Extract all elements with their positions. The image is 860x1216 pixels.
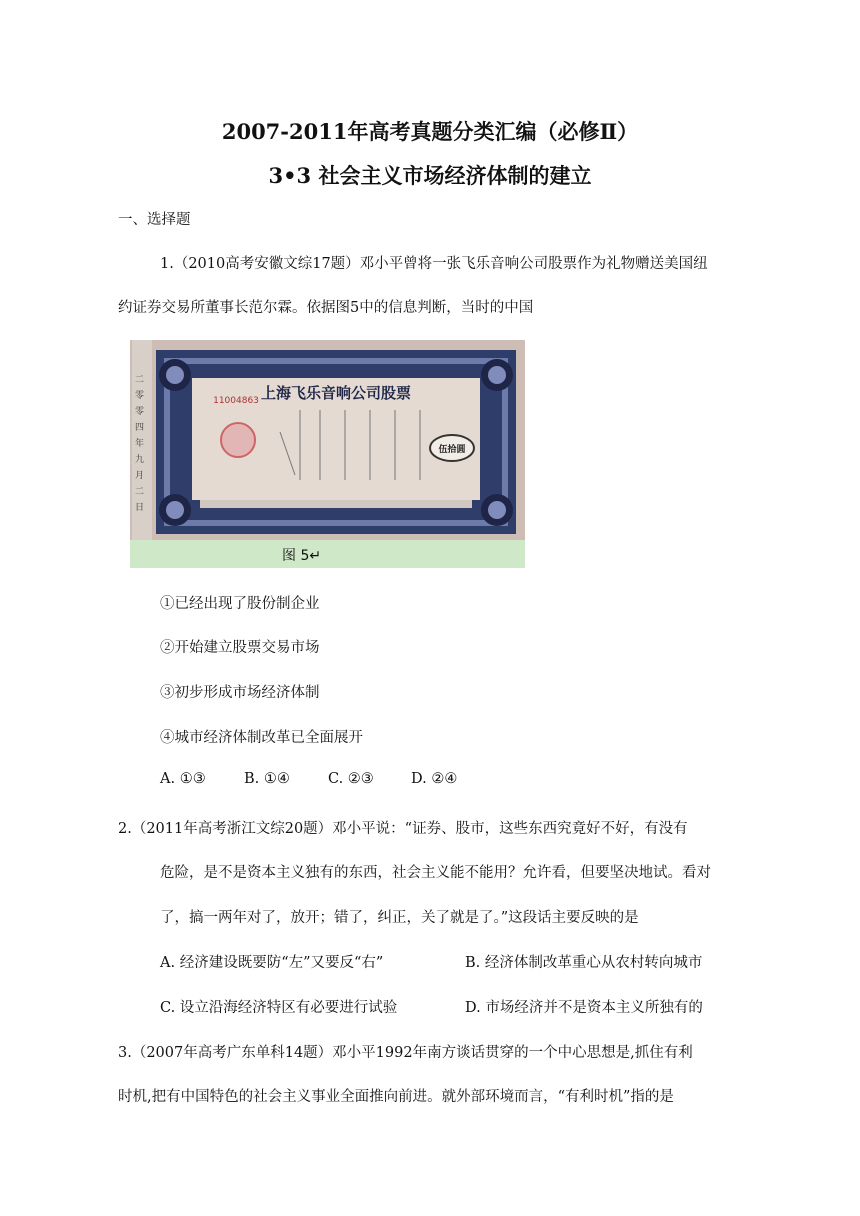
q1-option-a: A. ①③ (160, 771, 206, 787)
q1-option-c: C. ②③ (328, 771, 374, 787)
question-2-line-1: 2.（2011年高考浙江文综20题）邓小平说：“证券、股市，这些东西究竟好不好，有没有 (118, 821, 688, 837)
svg-text:九: 九 (135, 455, 145, 465)
svg-text:零: 零 (135, 407, 145, 417)
stock-certificate-figure (130, 340, 525, 568)
svg-text:零: 零 (135, 391, 145, 401)
svg-text:日: 日 (135, 503, 145, 513)
svg-text:二: 二 (135, 375, 145, 385)
svg-text:年: 年 (135, 439, 145, 449)
q1-option-d: D. ②④ (411, 771, 458, 787)
q1-option-b: B. ①④ (244, 771, 290, 787)
question-1-line-1: 1.（2010高考安徽文综17题）邓小平曾将一张飞乐音响公司股票作为礼物赠送美国纽 (160, 256, 708, 272)
q1-item-3: ③初步形成市场经济体制 (160, 685, 320, 701)
page-title: 2007-2011年高考真题分类汇编（必修Ⅱ） (221, 119, 639, 144)
section-heading: 一、选择题 (118, 212, 191, 228)
figure-caption: 图 5↵ (282, 548, 322, 564)
svg-text:月: 月 (135, 471, 145, 481)
stock-denomination: 伍拾圆 (438, 445, 466, 455)
q2-option-d: D. 市场经济并不是资本主义所独有的 (465, 1000, 703, 1016)
q1-item-1: ①已经出现了股份制企业 (160, 596, 320, 612)
question-2-line-2: 危险，是不是资本主义独有的东西，社会主义能不能用？允许看，但要坚决地试。看对 (160, 865, 711, 881)
page-subtitle: 3•3 社会主义市场经济体制的建立 (268, 163, 592, 188)
q1-item-4: ④城市经济体制改革已全面展开 (160, 730, 363, 746)
question-2-line-3: 了，搞一两年对了，放开；错了，纠正，关了就是了。”这段话主要反映的是 (160, 910, 639, 926)
question-3-line-2: 时机,把有中国特色的社会主义事业全面推向前进。就外部环境而言，“有利时机”指的是 (118, 1089, 674, 1105)
q2-option-c: C. 设立沿海经济特区有必要进行试验 (160, 1000, 398, 1016)
svg-text:二: 二 (135, 487, 145, 497)
question-3-line-1: 3.（2007年高考广东单科14题）邓小平1992年南方谈话贯穿的一个中心思想是,抓住有利 (118, 1045, 693, 1061)
stock-certificate-image (130, 340, 525, 540)
stock-title-text: 上海飞乐音响公司股票 (260, 384, 412, 402)
svg-text:四: 四 (135, 423, 145, 433)
q1-item-2: ②开始建立股票交易市场 (160, 640, 320, 656)
stock-serial-number: 11004863 (213, 396, 259, 406)
q2-option-b: B. 经济体制改革重心从农村转向城市 (465, 955, 703, 971)
figure-caption-bar (130, 540, 525, 568)
q2-option-a: A. 经济建设既要防“左”又要反“右” (160, 955, 384, 971)
question-1-line-2: 约证券交易所董事长范尔霖。依据图5中的信息判断，当时的中国 (118, 300, 534, 316)
